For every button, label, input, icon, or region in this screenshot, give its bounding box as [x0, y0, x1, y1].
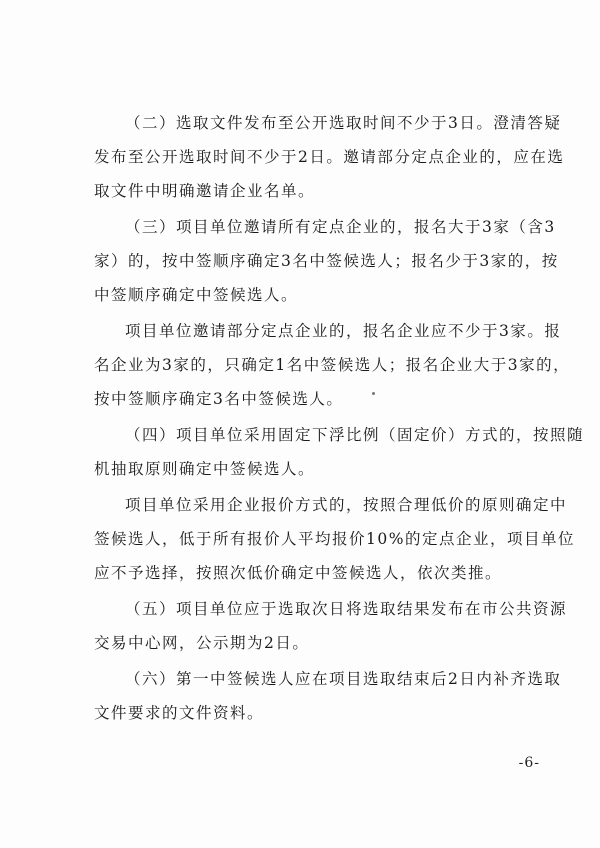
text-line: （二）选取文件发布至公开选取时间不少于3日。澄清答疑: [125, 114, 562, 132]
paragraph-quote-method: [94, 488, 575, 590]
scan-speck: [372, 392, 375, 395]
text-line: 签候选人，低于所有报价人平均报价10%的定点企业，项目单位: [94, 530, 575, 548]
text-line: （三）项目单位邀请所有定点企业的，报名大于3家（含3: [125, 218, 556, 236]
text-line: 机抽取原则确定中签候选人。: [94, 460, 316, 478]
document-body: [94, 106, 585, 730]
text-line: 中签顺序确定中签候选人。: [94, 286, 299, 304]
text-line: 按中签顺序确定3名中签候选人。: [94, 390, 344, 408]
text-line: 应不予选择，按照次低价确定中签候选人，依次类推。: [94, 564, 503, 582]
paragraph-2: [94, 106, 565, 208]
text-line: （六）第一中签候选人应在项目选取结束后2日内补齐选取: [125, 670, 562, 688]
text-line: （四）项目单位采用固定下浮比例（固定价）方式的，按照随: [125, 426, 585, 444]
text-line: （五）项目单位应于选取次日将选取结果发布在市公共资源: [125, 600, 568, 618]
page-number: -6-: [518, 755, 540, 771]
paragraph-partial-invite: [94, 314, 571, 416]
text-line: 项目单位采用企业报价方式的，按照合理低价的原则确定中: [125, 496, 568, 514]
text-line: 发布至公开选取时间不少于2日。邀请部分定点企业的，应在选: [94, 148, 565, 166]
text-line: 取文件中明确邀请企业名单。: [94, 182, 316, 200]
paragraph-3: [94, 210, 558, 312]
text-line: 家）的，按中签顺序确定3名中签候选人；报名少于3家的，按: [94, 252, 559, 270]
paragraph-4: [94, 418, 585, 486]
text-line: 项目单位邀请部分定点企业的，报名企业应不少于3家。报: [125, 322, 562, 340]
paragraph-6: [94, 662, 562, 730]
text-line: 交易中心网，公示期为2日。: [94, 634, 310, 652]
paragraph-5: [94, 592, 568, 660]
text-line: 名企业为3家的，只确定1名中签候选人；报名企业大于3家的，: [94, 356, 571, 374]
text-line: 文件要求的文件资料。: [94, 704, 265, 722]
